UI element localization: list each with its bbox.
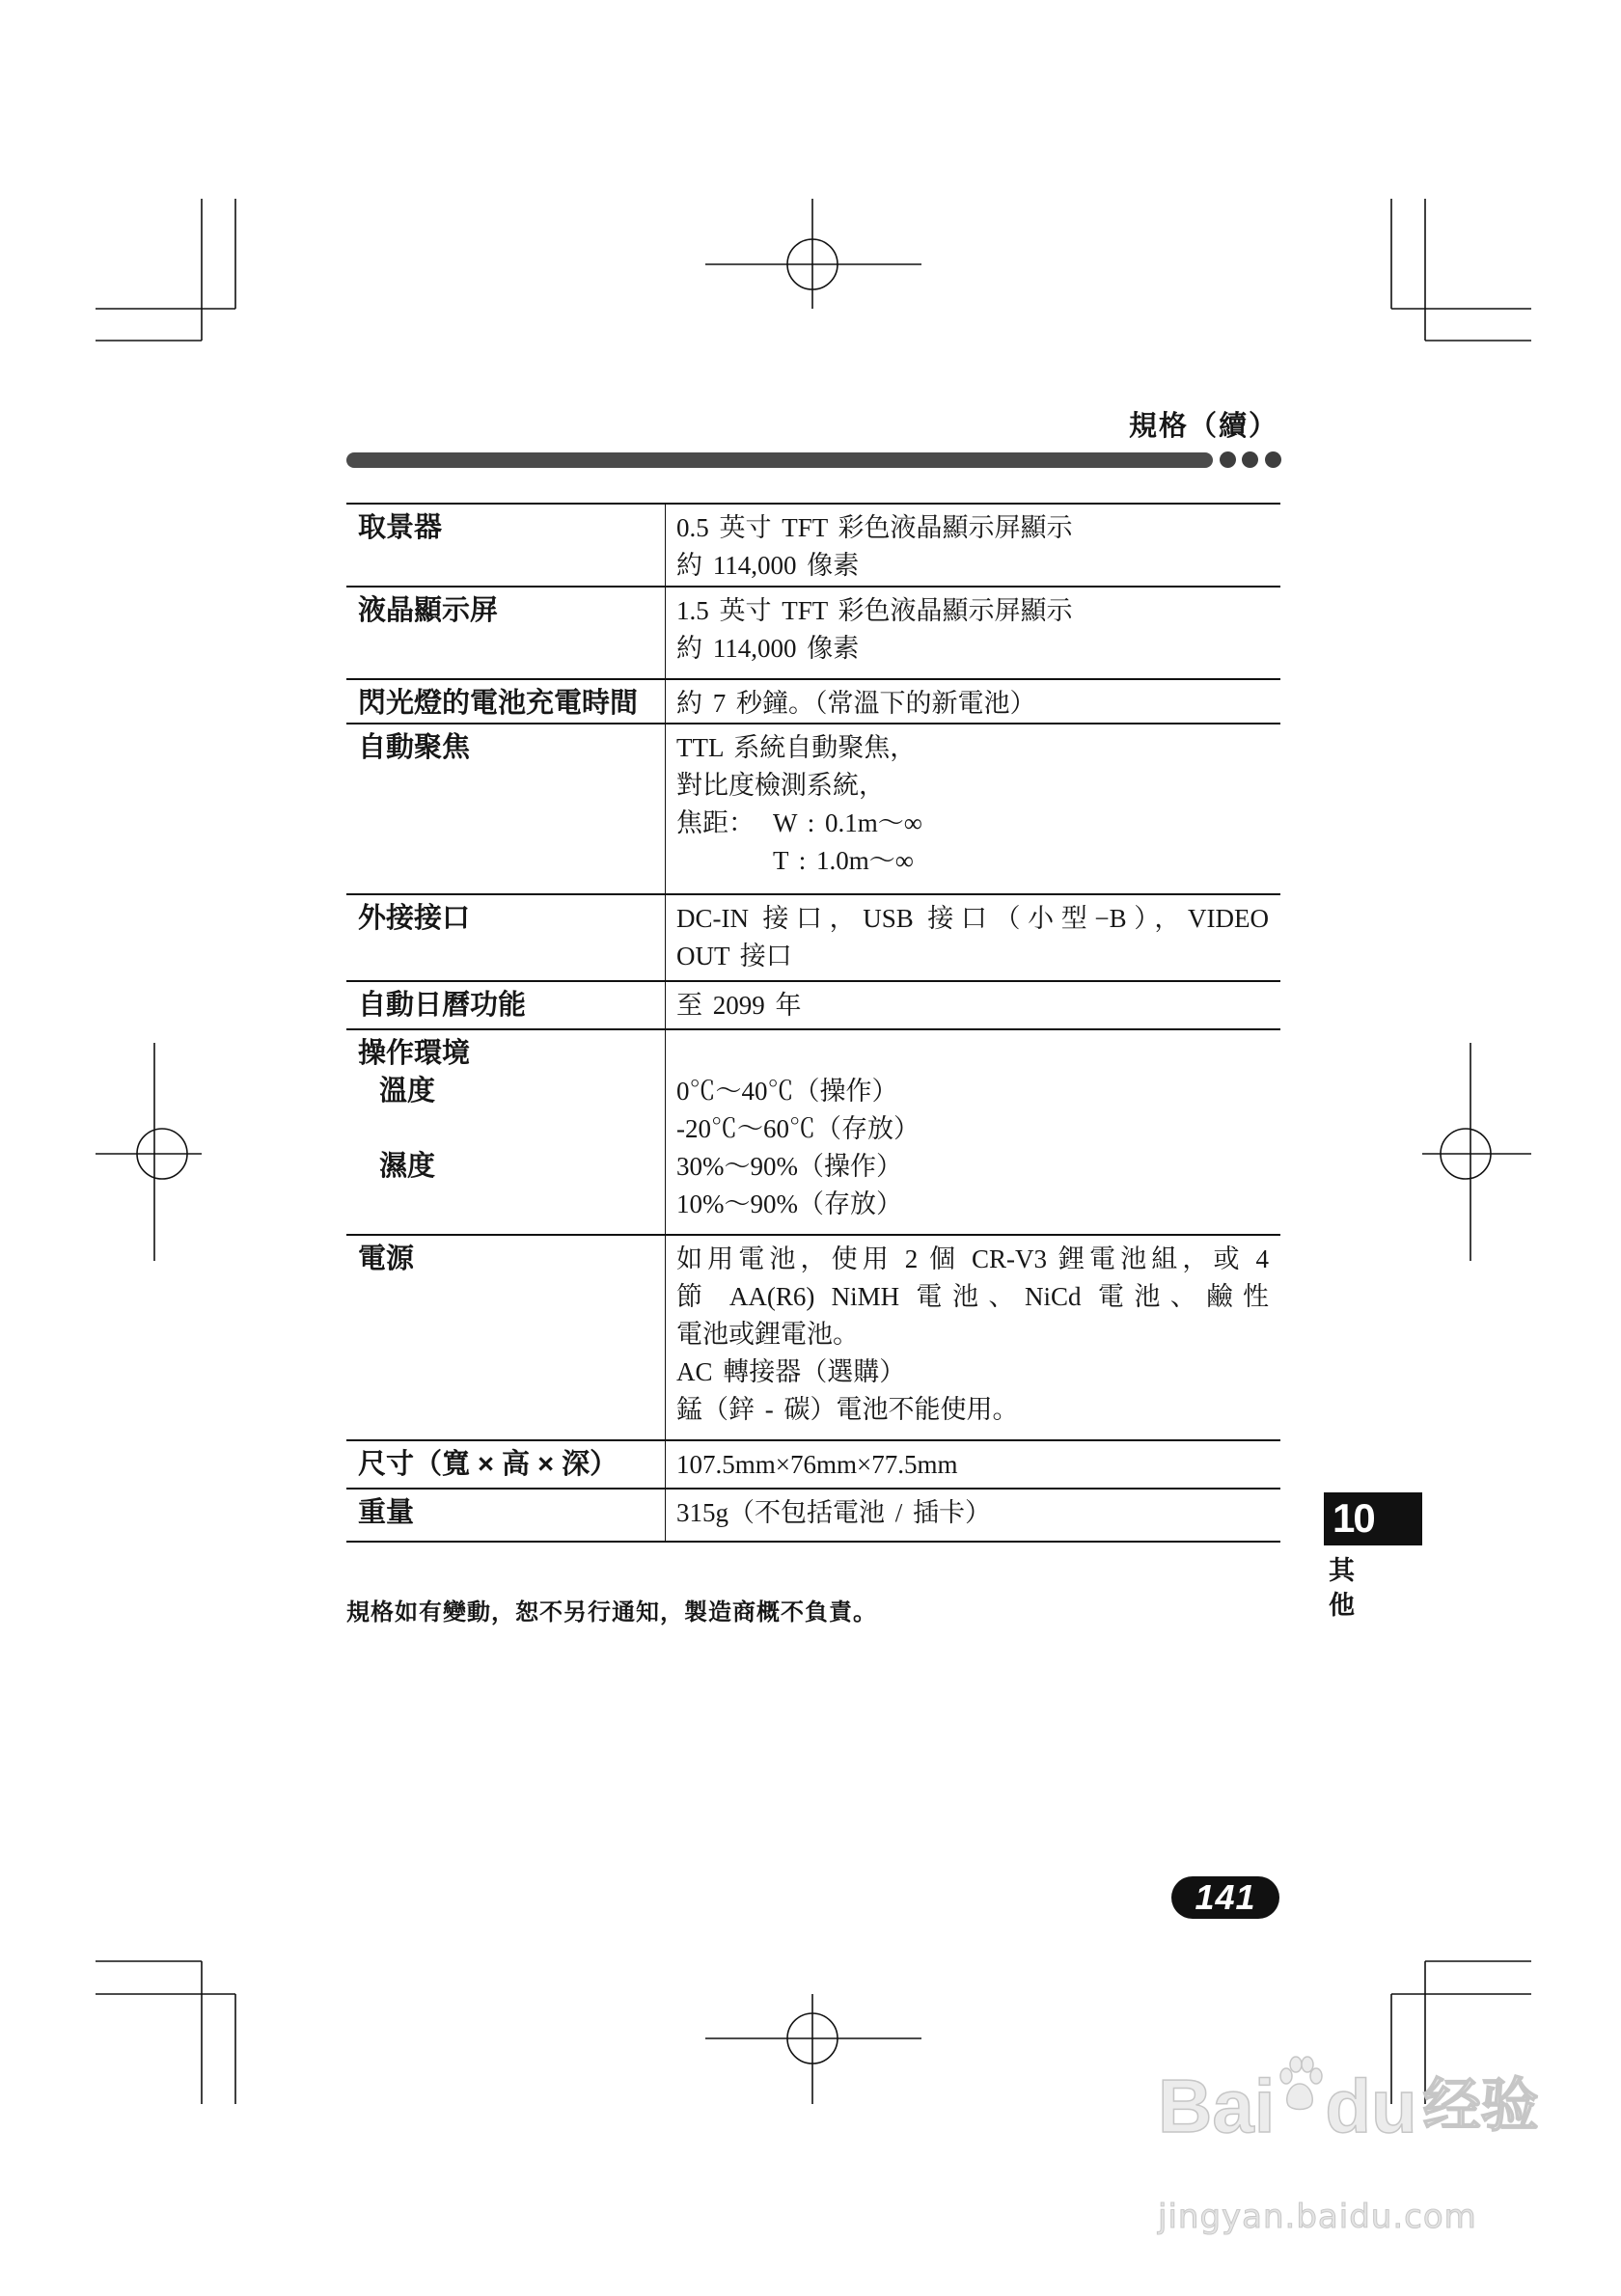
spec-row-environment [346, 1030, 1280, 1236]
spec-label: 閃光燈的電池充電時間 [358, 688, 639, 719]
spec-label-cell [346, 895, 666, 980]
chapter-title: 其他 [1325, 1556, 1354, 1626]
watermark-logo-right: du [1325, 2064, 1417, 2148]
spec-label-cell [346, 1441, 666, 1488]
spec-value-cell [666, 724, 1280, 893]
spec-value-cell [666, 1030, 1280, 1234]
spec-value-line: 至 2099 年 [676, 991, 802, 1020]
spec-value-line: 如用電池，使用 2 個 CR-V3 鋰電池組，或 4 [676, 1244, 1269, 1273]
spec-value-cell [666, 588, 1280, 678]
spec-table [346, 503, 1280, 1543]
humidity-value: 30%～90%（操作） [676, 1152, 902, 1181]
spec-label: 外接接口 [358, 903, 471, 934]
spec-value-line: 約 114,000 像素 [676, 634, 860, 663]
spec-label-cell [346, 1236, 666, 1439]
spec-value-line: 315g（不包括電池 / 插卡） [676, 1498, 992, 1527]
humidity-label: 濕度 [379, 1151, 436, 1182]
spec-row-viewfinder [346, 505, 1280, 588]
spec-value-line: AC 轉接器（選購） [676, 1357, 906, 1386]
spec-value-cell [666, 1441, 1280, 1488]
chapter-number: 10 [1333, 1495, 1374, 1541]
spec-label: 自動日曆功能 [358, 990, 527, 1021]
spec-value-cell [666, 505, 1280, 586]
focal-length-wide: W : 0.1m～∞ [773, 808, 922, 837]
spec-label-cell [346, 1030, 666, 1234]
baidu-jingyan-watermark [1158, 2053, 1544, 2255]
spec-row-calendar [346, 982, 1280, 1030]
spec-label-cell [346, 982, 666, 1028]
header-dot [1220, 451, 1236, 468]
spec-value-line: 電池或鋰電池。 [676, 1320, 859, 1349]
page-number: 141 [1171, 1876, 1279, 1919]
spec-row-dimensions [346, 1441, 1280, 1490]
spec-value-cell [666, 680, 1280, 723]
header-dot [1265, 451, 1281, 468]
spec-label-cell [346, 680, 666, 723]
temperature-value: -20℃～60℃（存放） [676, 1114, 920, 1143]
disclaimer-footnote: 規格如有變動，恕不另行通知，製造商概不負責。 [346, 1599, 877, 1626]
temperature-value: 0℃～40℃（操作） [676, 1077, 898, 1106]
header-dot [1242, 451, 1258, 468]
header-rule-bar [346, 452, 1213, 468]
spec-row-flash-charge-time [346, 680, 1280, 724]
spacer [676, 1035, 1269, 1073]
spec-label-cell [346, 724, 666, 893]
watermark-url: jingyan.baidu.com [1158, 2198, 1477, 2236]
spec-label: 尺寸（寬 × 高 × 深） [358, 1449, 618, 1480]
spec-label: 自動聚焦 [358, 732, 471, 763]
spec-label: 液晶顯示屏 [358, 595, 499, 626]
spec-row-autofocus [346, 724, 1280, 895]
watermark-logo-left: Bai [1158, 2064, 1276, 2148]
temperature-label: 溫度 [379, 1076, 436, 1107]
spec-row-connectors [346, 895, 1280, 982]
spec-label: 重量 [358, 1497, 415, 1528]
spec-value-cell [666, 982, 1280, 1028]
watermark-logo [1158, 2053, 1544, 2149]
section-title: 規格（續） [1128, 411, 1278, 442]
focal-length-line [676, 805, 1269, 842]
spec-value-cell [666, 1490, 1280, 1541]
spec-value-line: 節 AA(R6) NiMH 電池、NiCd 電池、鹼性 [676, 1282, 1269, 1311]
spec-value-line: 0.5 英寸 TFT 彩色液晶顯示屏顯示 [676, 513, 1073, 542]
spec-label: 電源 [358, 1244, 415, 1274]
chapter-tab [1324, 1492, 1422, 1545]
spec-label-cell [346, 588, 666, 678]
humidity-value: 10%～90%（存放） [676, 1189, 902, 1218]
spec-row-weight [346, 1490, 1280, 1543]
spec-value-line: DC-IN 接口，USB 接口（小型−B），VIDEO [676, 904, 1269, 933]
spec-label-cell [346, 505, 666, 586]
spec-label-cell [346, 1490, 666, 1541]
focal-length-label: 焦距： [676, 808, 755, 837]
focal-length-tele: T : 1.0m～∞ [773, 846, 915, 875]
spec-label: 操作環境 [358, 1038, 471, 1069]
spec-value-line: OUT 接口 [676, 942, 792, 970]
spec-value-line: 約 7 秒鐘。（常溫下的新電池） [676, 689, 1036, 718]
spec-row-power [346, 1236, 1280, 1441]
spec-value-line: 錳（鋅 - 碳）電池不能使用。 [676, 1395, 1019, 1424]
spec-value-line: 107.5mm×76mm×77.5mm [676, 1450, 958, 1479]
spec-value-line: TTL 系統自動聚焦， [676, 733, 917, 762]
spec-value-line: 1.5 英寸 TFT 彩色液晶顯示屏顯示 [676, 596, 1073, 625]
spec-value-line: 對比度檢測系統， [676, 771, 885, 800]
spacer [358, 1110, 665, 1148]
spec-value-cell [666, 895, 1280, 980]
paw-icon [1277, 2055, 1323, 2113]
spec-label: 取景器 [358, 512, 443, 543]
spec-value-cell [666, 1236, 1280, 1439]
spec-row-lcd [346, 588, 1280, 680]
watermark-logo-cn: 经验 [1422, 2073, 1539, 2138]
spec-value-line: 約 114,000 像素 [676, 551, 860, 580]
